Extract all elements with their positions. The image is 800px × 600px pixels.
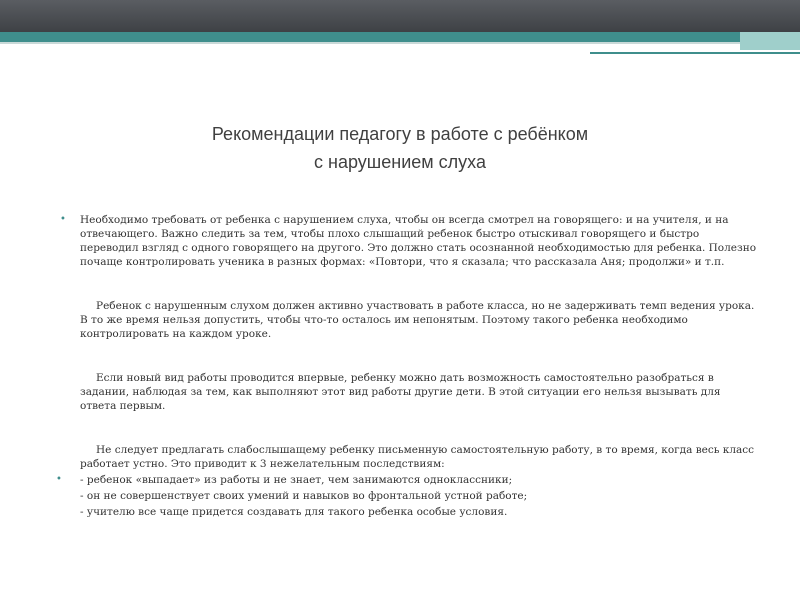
consequence-item-2 [60, 489, 760, 503]
paragraph-text: Необходимо требовать от ребенка с нарушением слуха, чтобы он всегда смотрел на говорящего: и на учителя, и на отвечающего. Важно следить за тем, чтобы плохо слышащий ребенок быстро отыскивал говорящего и быстро переводил взгляд с одного говорящего на другого. Это должно стать осознанной необходимостью для ребенка. Полезно почаще контролировать ученика в разных формах: «Повтори, что я сказала; что рассказала Аня; продолжи» и т.п. [80, 214, 757, 268]
consequence-text: - он не совершенствует своих умений и навыков во фронтальной устной работе; [80, 490, 528, 502]
header-light-teal-block [740, 32, 800, 50]
bullet-icon: • [60, 214, 66, 225]
paragraph-text: Не следует предлагать слабослышащему ребенку письменную самостоятельную работу, в то время, когда весь класс работает устно. Это приводит к 3 нежелательным последствиям: [80, 444, 755, 470]
recommendation-paragraph-1 [60, 213, 760, 269]
slide-title-line1: Рекомендации педагогу в работе с ребёнком [211, 124, 589, 144]
paragraph-text: Если новый вид работы проводится впервые, ребенку можно дать возможность самостоятельно разобраться в задании, наблюдая за тем, как выполняют этот вид работы другие дети. В этой ситуации его нельзя вызывать для ответа первым. [80, 372, 721, 412]
slide-title-line2: с нарушением слуха [314, 152, 486, 172]
consequence-item-3 [60, 505, 760, 519]
consequence-item-1 [56, 473, 760, 487]
paragraph-text: Ребенок с нарушенным слухом должен активно участвовать в работе класса, но не задерживать темп ведения урока. В то же время нельзя допустить, чтобы что-то осталось им непонятым. Поэтому такого ребенка необходимо контролировать на каждом уроке. [80, 300, 755, 340]
header-accent-line [590, 52, 800, 54]
slide-title [100, 120, 700, 176]
bullet-icon: • [56, 474, 62, 485]
header-dark-band [0, 0, 800, 32]
header-teal-band [0, 32, 740, 42]
consequence-text: - учителю все чаще придется создавать для такого ребенка особые условия. [80, 506, 508, 518]
slide-body [56, 213, 760, 521]
header-light-line [0, 42, 740, 44]
recommendation-paragraph-2 [60, 299, 760, 341]
recommendation-paragraph-3 [60, 371, 760, 413]
consequence-text: - ребенок «выпадает» из работы и не знает, чем занимаются одноклассники; [80, 474, 513, 486]
recommendation-paragraph-4 [60, 443, 760, 471]
